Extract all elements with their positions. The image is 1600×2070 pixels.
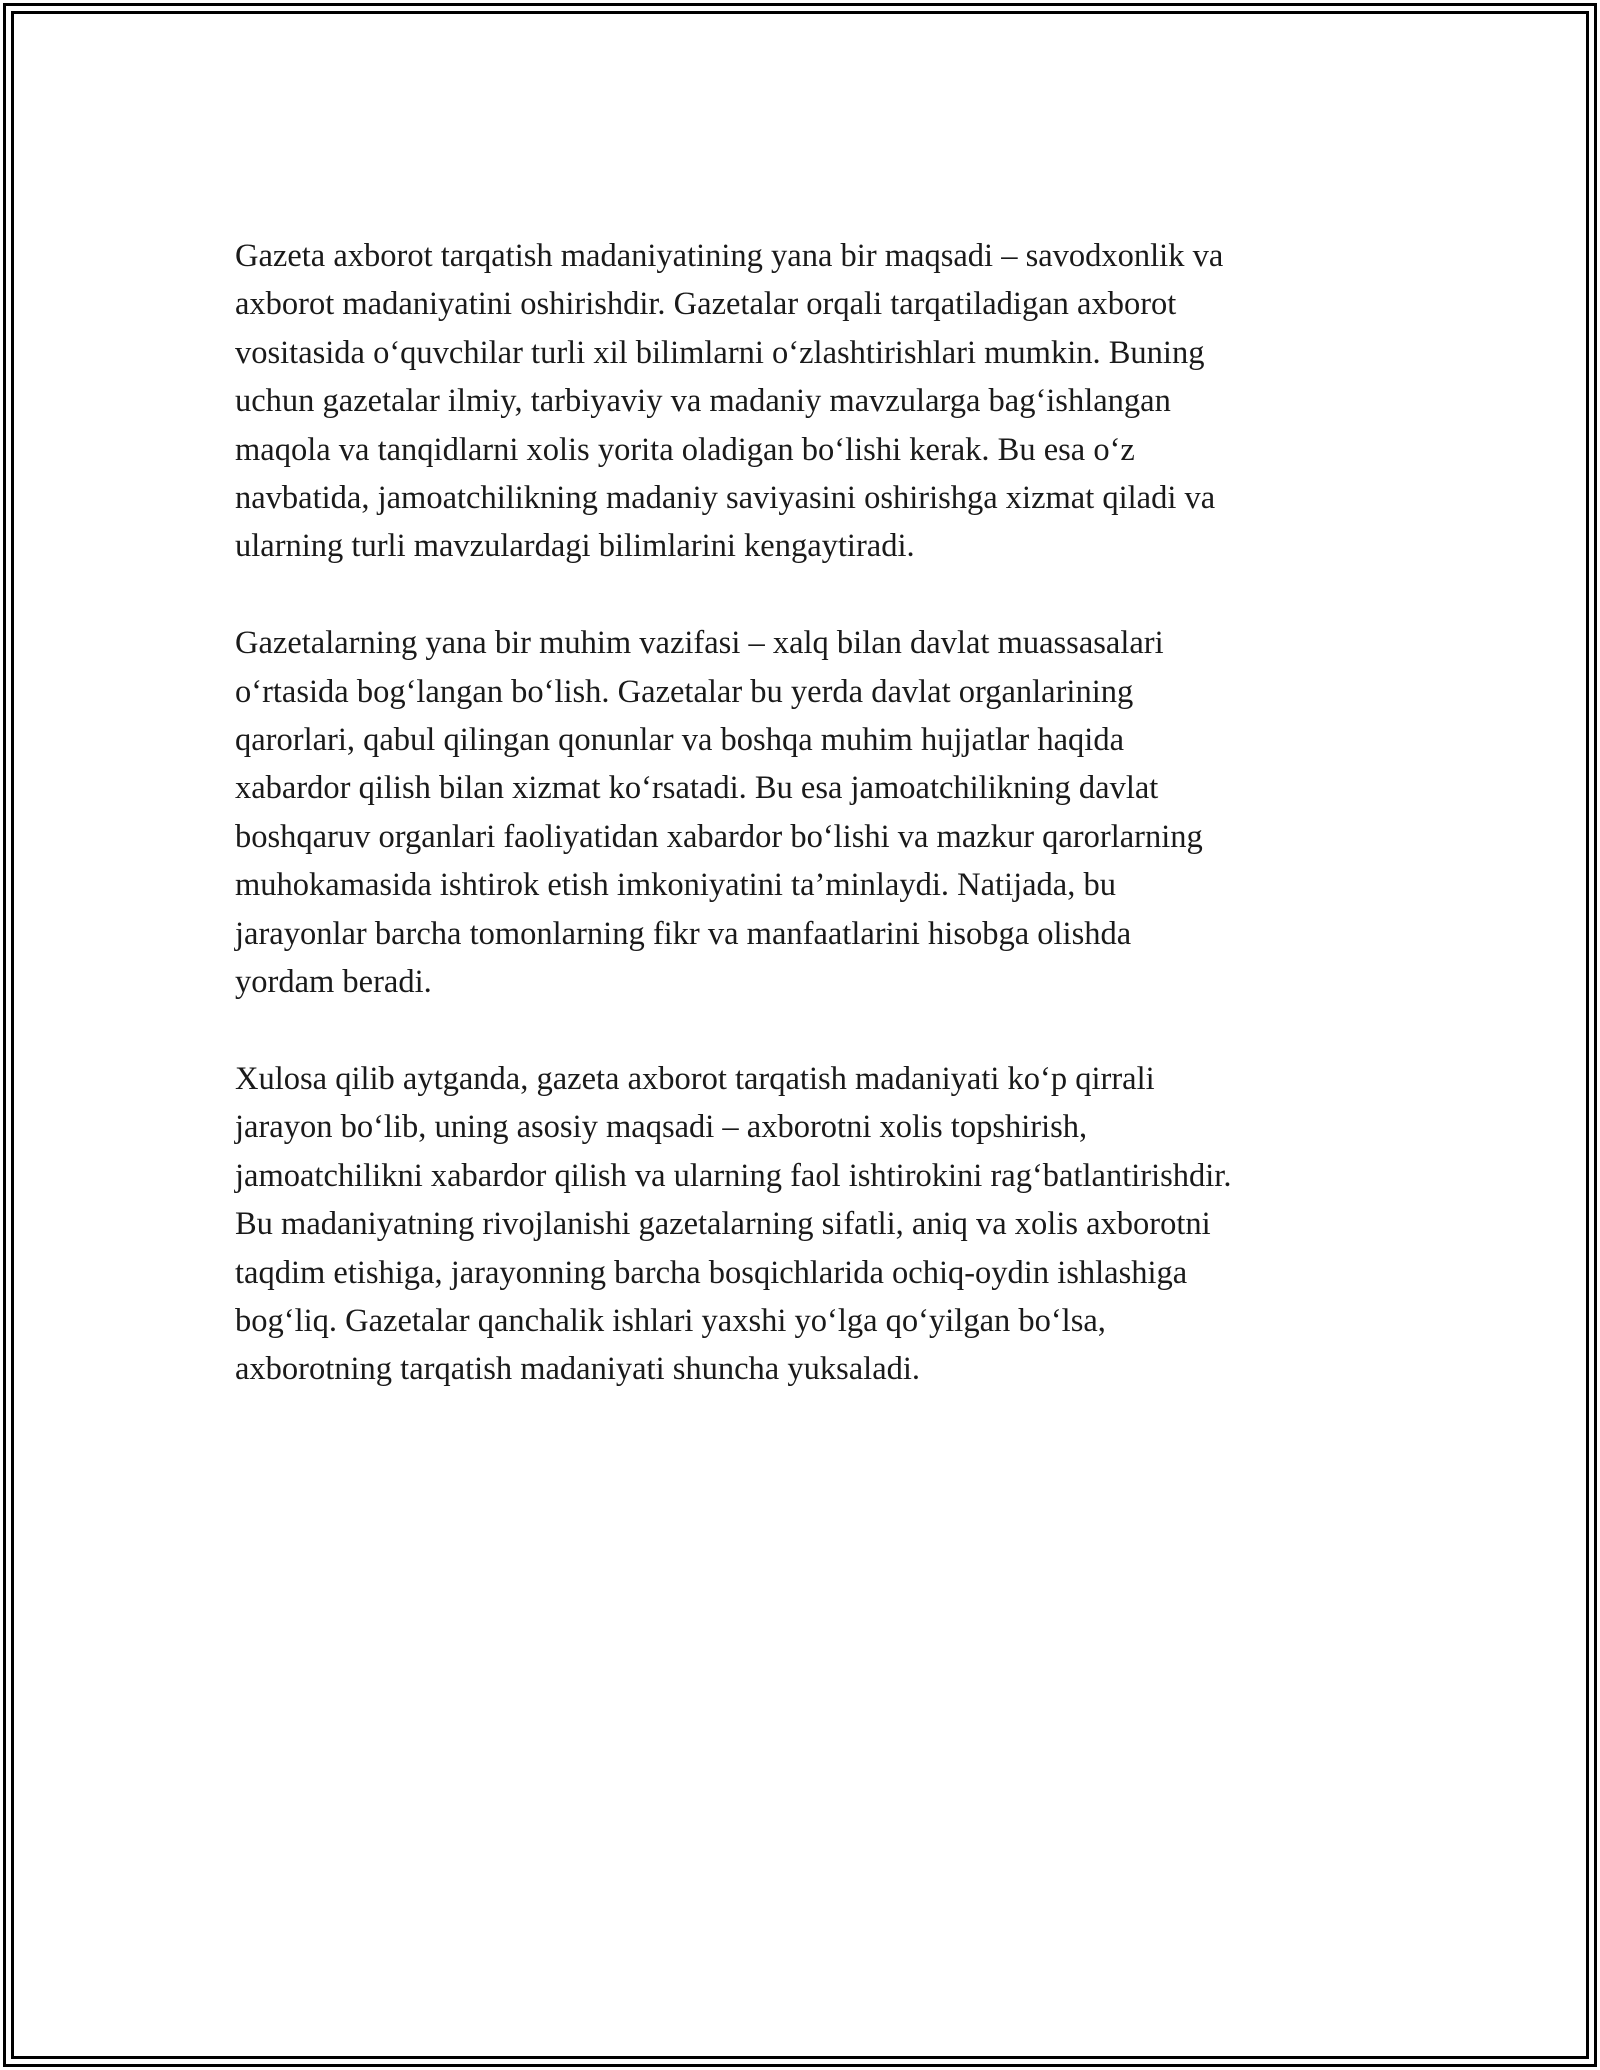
text-line: xabardor qilish bilan xizmat ko‘rsatadi. Bu esa jamoatchilikning davlat — [235, 770, 1159, 807]
text-line: Gazeta axborot tarqatish madaniyatining yana bir maqsadi – savodxonlik va — [235, 238, 1224, 274]
text-line: Gazetalarning yana bir muhim vazifasi – xalq bilan davlat muassasalari — [235, 625, 1164, 662]
paragraph-3 — [235, 1055, 1365, 1394]
text-line: axborot madaniyatini oshirishdir. Gazetalar orqali tarqatiladigan axborot — [235, 286, 1177, 323]
text-line: Xulosa qilib aytganda, gazeta axborot tarqatish madaniyati ko‘p qirrali — [235, 1060, 1155, 1097]
text-line: bog‘liq. Gazetalar qanchalik ishlari yaxshi yo‘lga qo‘yilgan bo‘lsa, — [235, 1302, 1106, 1339]
text-line: boshqaruv organlari faoliyatidan xabardor bo‘lishi va mazkur qarorlarning — [235, 818, 1203, 855]
paragraph-1 — [235, 232, 1365, 571]
text-line: uchun gazetalar ilmiy, tarbiyaviy va madaniy mavzularga bag‘ishlangan — [235, 383, 1171, 420]
document-body — [235, 232, 1365, 1394]
text-line: Bu madaniyatning rivojlanishi gazetalarning sifatli, aniq va xolis axborotni — [235, 1206, 1211, 1243]
text-line: jarayon bo‘lib, uning asosiy maqsadi – axborotni xolis topshirish, — [235, 1109, 1088, 1146]
text-line: taqdim etishiga, jarayonning barcha bosqichlarida ochiq-oydin ishlashiga — [235, 1254, 1188, 1291]
text-line: jamoatchilikni xabardor qilish va ularning faol ishtirokini rag‘batlantirishdir. — [235, 1157, 1232, 1194]
text-line: jarayonlar barcha tomonlarning fikr va manfaatlarini hisobga olishda — [235, 915, 1132, 952]
text-line: navbatida, jamoatchilikning madaniy saviyasini oshirishga xizmat qiladi va — [235, 480, 1216, 517]
paragraph-2 — [235, 619, 1365, 1006]
text-line: muhokamasida ishtirok etish imkoniyatini ta’minlaydi. Natijada, bu — [235, 867, 1116, 904]
text-line: ularning turli mavzulardagi bilimlarini kengaytiradi. — [235, 528, 915, 565]
text-line: vositasida o‘quvchilar turli xil bilimlarni o‘zlashtirishlari mumkin. Buning — [235, 334, 1205, 371]
text-line: qarorlari, qabul qilingan qonunlar va boshqa muhim hujjatlar haqida — [235, 722, 1125, 759]
text-line: o‘rtasida bog‘langan bo‘lish. Gazetalar bu yerda davlat organlarining — [235, 673, 1134, 710]
text-line: axborotning tarqatish madaniyati shuncha yuksaladi. — [235, 1351, 921, 1388]
text-line: yordam beradi. — [235, 964, 432, 1001]
text-line: maqola va tanqidlarni xolis yorita oladigan bo‘lishi kerak. Bu esa o‘z — [235, 431, 1135, 468]
